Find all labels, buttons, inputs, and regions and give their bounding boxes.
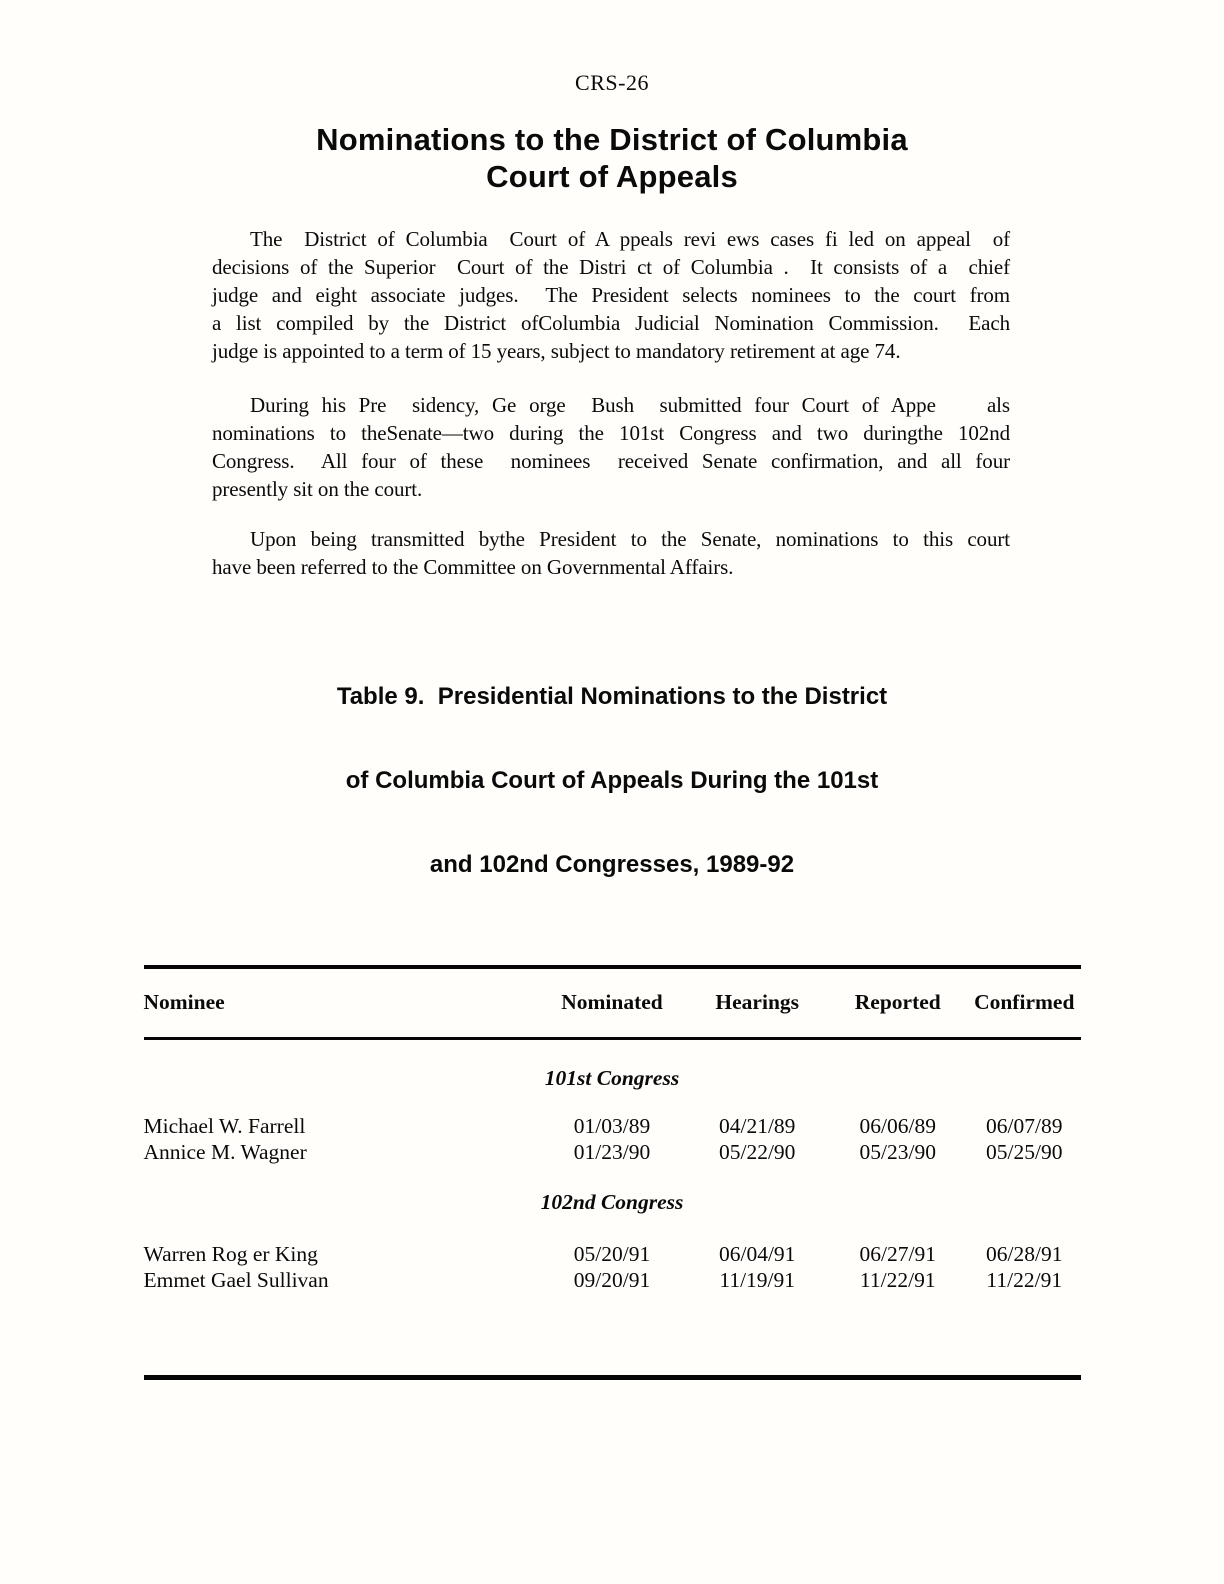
table-row xyxy=(144,1267,1081,1293)
confirmed-cell: 06/07/89 xyxy=(986,1114,1063,1138)
document-title-line2: Court of Appeals xyxy=(486,159,738,194)
column-header-nominated: Nominated xyxy=(561,990,663,1014)
paragraph-1-line: a list compiled by the District ofColumbia Judicial Nomination Commission. Each xyxy=(212,311,1010,335)
nominated-cell: 01/03/89 xyxy=(573,1114,651,1138)
reported-cell: 06/06/89 xyxy=(859,1114,936,1138)
table-body-101st xyxy=(144,1113,1081,1165)
table-row xyxy=(144,1113,1081,1139)
reported-cell: 11/22/91 xyxy=(859,1268,936,1292)
confirmed-cell: 11/22/91 xyxy=(986,1268,1063,1292)
table-row xyxy=(144,1139,1081,1165)
confirmed-cell: 05/25/90 xyxy=(986,1140,1063,1164)
table-header-rule xyxy=(144,1037,1081,1040)
table-bottom-rule xyxy=(144,1375,1081,1380)
paragraph-2 xyxy=(212,391,1010,503)
column-header-hearings: Hearings xyxy=(715,990,800,1014)
document-title xyxy=(0,121,1224,195)
table-header-row xyxy=(144,969,1081,1037)
table-row xyxy=(144,1241,1081,1267)
column-header-nominee: Nominee xyxy=(143,990,225,1014)
confirmed-cell: 06/28/91 xyxy=(986,1242,1063,1266)
paragraph-1-line: judge is appointed to a term of 15 years, subject to mandatory retirement at age 74. xyxy=(212,339,901,363)
table-title xyxy=(0,627,1224,935)
paragraph-2-line: nominations to theSenate—two during the 101st Congress and two duringthe 102nd xyxy=(212,421,1010,445)
paragraph-2-line: During his Pre sidency, Ge orge Bush submitted four Court of Appe als xyxy=(250,393,1010,417)
hearings-cell: 04/21/89 xyxy=(718,1114,796,1138)
page-number: CRS-26 xyxy=(575,70,649,95)
paragraph-1-line: judge and eight associate judges. The President selects nominees to the court from xyxy=(212,283,1010,307)
section-header-102nd-congress: 102nd Congress xyxy=(540,1190,684,1214)
paragraph-3-line: have been referred to the Committee on Governmental Affairs. xyxy=(212,555,734,579)
nominee-cell: Michael W. Farrell xyxy=(143,1114,306,1138)
column-header-reported: Reported xyxy=(854,990,941,1014)
paragraph-1-line: The District of Columbia Court of A ppeals revi ews cases fi led on appeal of xyxy=(250,227,1010,251)
table-body-102nd xyxy=(144,1241,1081,1293)
paragraph-1 xyxy=(212,225,1010,365)
paragraph-2-line: presently sit on the court. xyxy=(212,477,423,501)
nominee-cell: Emmet Gael Sullivan xyxy=(143,1268,329,1292)
nominee-cell: Warren Rog er King xyxy=(143,1242,318,1266)
reported-cell: 05/23/90 xyxy=(859,1140,936,1164)
section-header-101st-congress: 101st Congress xyxy=(544,1066,680,1090)
hearings-cell: 06/04/91 xyxy=(718,1242,796,1266)
nominee-cell: Annice M. Wagner xyxy=(143,1140,307,1164)
paragraph-1-line: decisions of the Superior Court of the Distri ct of Columbia . It consists of a chief xyxy=(212,255,1010,279)
reported-cell: 06/27/91 xyxy=(859,1242,936,1266)
document-title-line1: Nominations to the District of Columbia xyxy=(316,122,908,157)
table-title-line3: and 102nd Congresses, 1989-92 xyxy=(429,851,795,878)
nominated-cell: 09/20/91 xyxy=(573,1268,651,1292)
nominations-table xyxy=(144,965,1081,1380)
nominated-cell: 01/23/90 xyxy=(573,1140,651,1164)
table-title-line1: Table 9. Presidential Nominations to the District xyxy=(336,683,888,710)
paragraph-3-line: Upon being transmitted bythe President to the Senate, nominations to this court xyxy=(250,527,1010,551)
column-header-confirmed: Confirmed xyxy=(974,990,1075,1014)
paragraph-3 xyxy=(212,525,1010,581)
hearings-cell: 11/19/91 xyxy=(719,1268,796,1292)
table-title-line2: of Columbia Court of Appeals During the 101st xyxy=(345,767,879,794)
hearings-cell: 05/22/90 xyxy=(718,1140,796,1164)
nominated-cell: 05/20/91 xyxy=(573,1242,651,1266)
paragraph-2-line: Congress. All four of these nominees received Senate confirmation, and all four xyxy=(212,449,1010,473)
